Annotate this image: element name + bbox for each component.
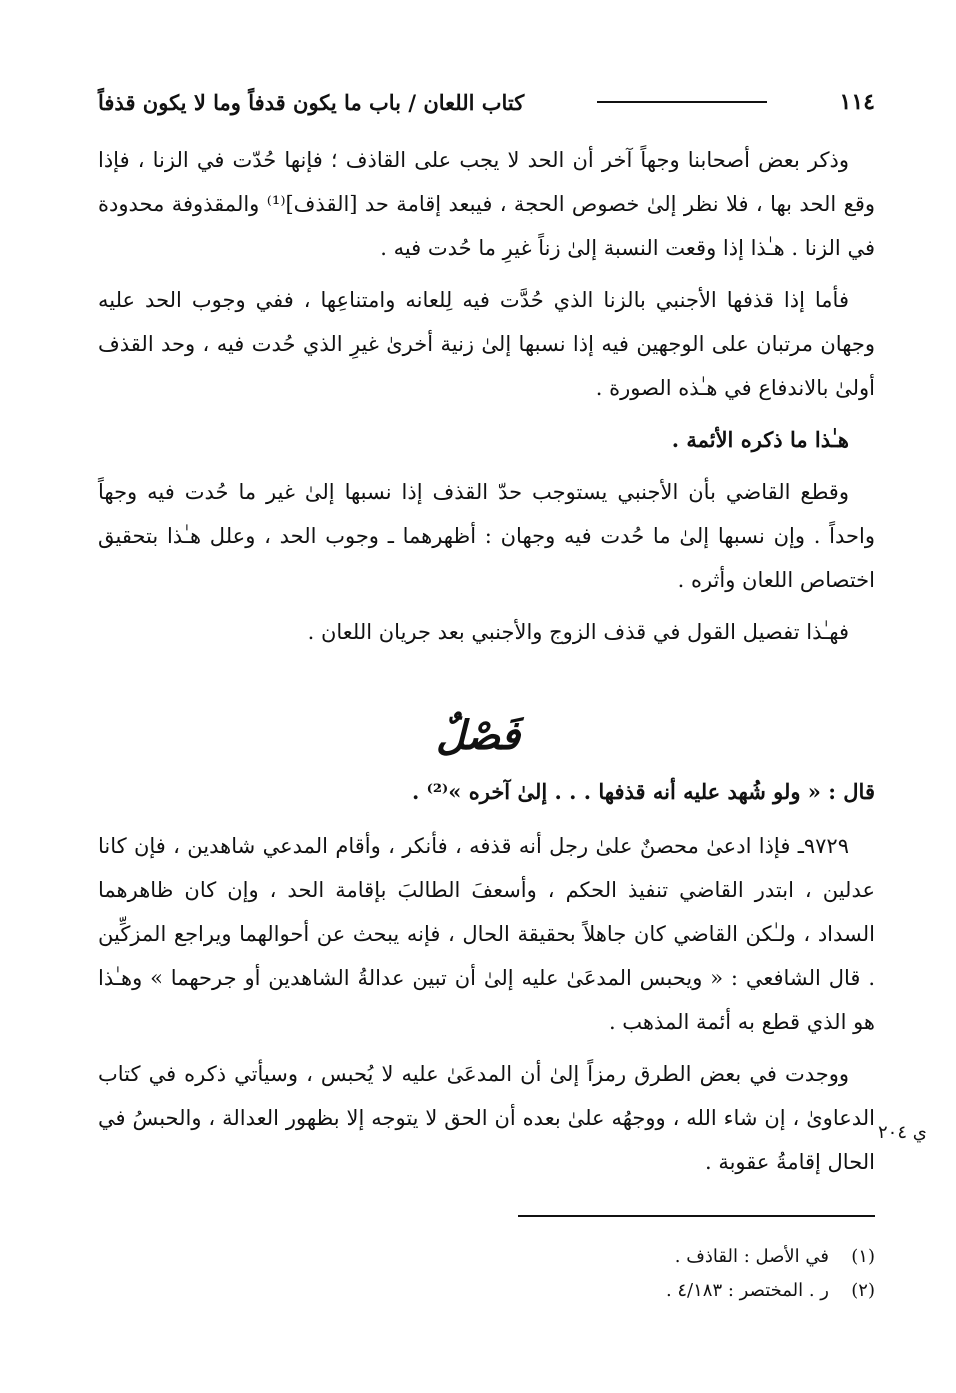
footnote-number: (١) [851,1246,875,1267]
chapter-title: كتاب اللعان / باب ما يكون قدفاً وما لا يكون قذفاً [98,89,525,115]
margin-reference: ي ٢٠٤ [878,1122,927,1143]
paragraph: وقطع القاضي بأن الأجنبي يستوجب حدّ القذف إذا نسبها إلىٰ غير ما حُدت فيه وجهاً واحداً . وإن نسبها إلىٰ ما حُدت فيه وجهان : أظهرهما ـ وجوب الحد ، وعلل هـٰذا بتحقيق اختصاص اللعان وأثره . [98,480,875,592]
paragraph: وذكر بعض أصحابنا وجهاً آخر أن الحد لا يجب على القاذف ؛ فإنها حُدّت في الزنا ، فإذا وقع الحد بها ، فلا نظر إلىٰ خصوص الحجة ، فيبعد إقامة حد [القذف]⁽¹⁾ والمقذوفة محدودة في الزنا . هـٰذا إذا وقعت النسبة إلىٰ زناً غيرِ ما حُدت فيه . [98,148,875,260]
footnote-text: في الأصل : القاذف . [674,1246,829,1267]
page-number: ١١٤ [839,89,875,115]
footnote-text: ر . المختصر : ٤/١٨٣ . [665,1280,829,1301]
paragraph: هـٰذا ما ذكره الأئمة . [671,427,849,452]
running-header [98,82,875,122]
footnote-divider [518,1215,875,1217]
paragraph: فهـٰذا تفصيل القول في قذف الزوج والأجنبي بعد جريان اللعان . [307,620,849,644]
quoted-statement: قال : « ولو شُهد عليه أنه قذفها . . . إلىٰ آخره »⁽²⁾ . [411,779,875,804]
paragraph: ٩٧٢٩ـ فإذا ادعىٰ محصنٌ علىٰ رجل أنه قذفه ، فأنكر ، وأقام المدعي شاهدين ، فإن كانا عدلين ، ابتدر القاضي تنفيذ الحكم ، وأسعفَ الطالبَ بإقامة الحد ، وإن كان ظاهرهما السداد ، ولـٰكن القاضي كان جاهلاً بحقيقة الحال ، فإنه يبحث عن أحوالهما ويراجع المزكِّين . قال الشافعي : « ويحبس المدعَىٰ عليه إلىٰ أن تبين عدالةُ الشاهدين أو جرحهما » وهـٰذا هو الذي قطع به أئمة المذهب . [98,834,875,1034]
footnote [98,1240,875,1274]
fasl-calligraphy: فَصْلٌ [435,712,521,759]
header-dash-line [597,101,767,103]
footnotes [98,1240,875,1308]
main-text-upper [98,138,875,662]
main-text-lower [98,770,875,1192]
footnote [98,1274,875,1308]
paragraph: فأما إذا قذفها الأجنبي بالزنا الذي حُدَّت فيه لِلعانه وامتناعِها ، ففي وجوب الحد عليه وجهان مرتبان على الوجهين فيه إذا نسبها إلىٰ زنية أخرىٰ غيرِ الذي حُدت فيه ، وحد القذف أولىٰ بالاندفاع في هـٰذه الصورة . [98,288,875,400]
footnote-number: (٢) [851,1280,875,1301]
paragraph: ووجدت في بعض الطرق رمزاً إلىٰ أن المدعَىٰ عليه لا يُحبس ، وسيأتي ذكره في كتاب الدعاوىٰ ، إن شاء الله ، ووجهُه علىٰ بعده أن الحق لا يتوجه إلا بظهور العدالة ، والحبسُ في الحال إقامةُ عقوبة . [98,1062,875,1174]
section-heading [0,712,956,759]
